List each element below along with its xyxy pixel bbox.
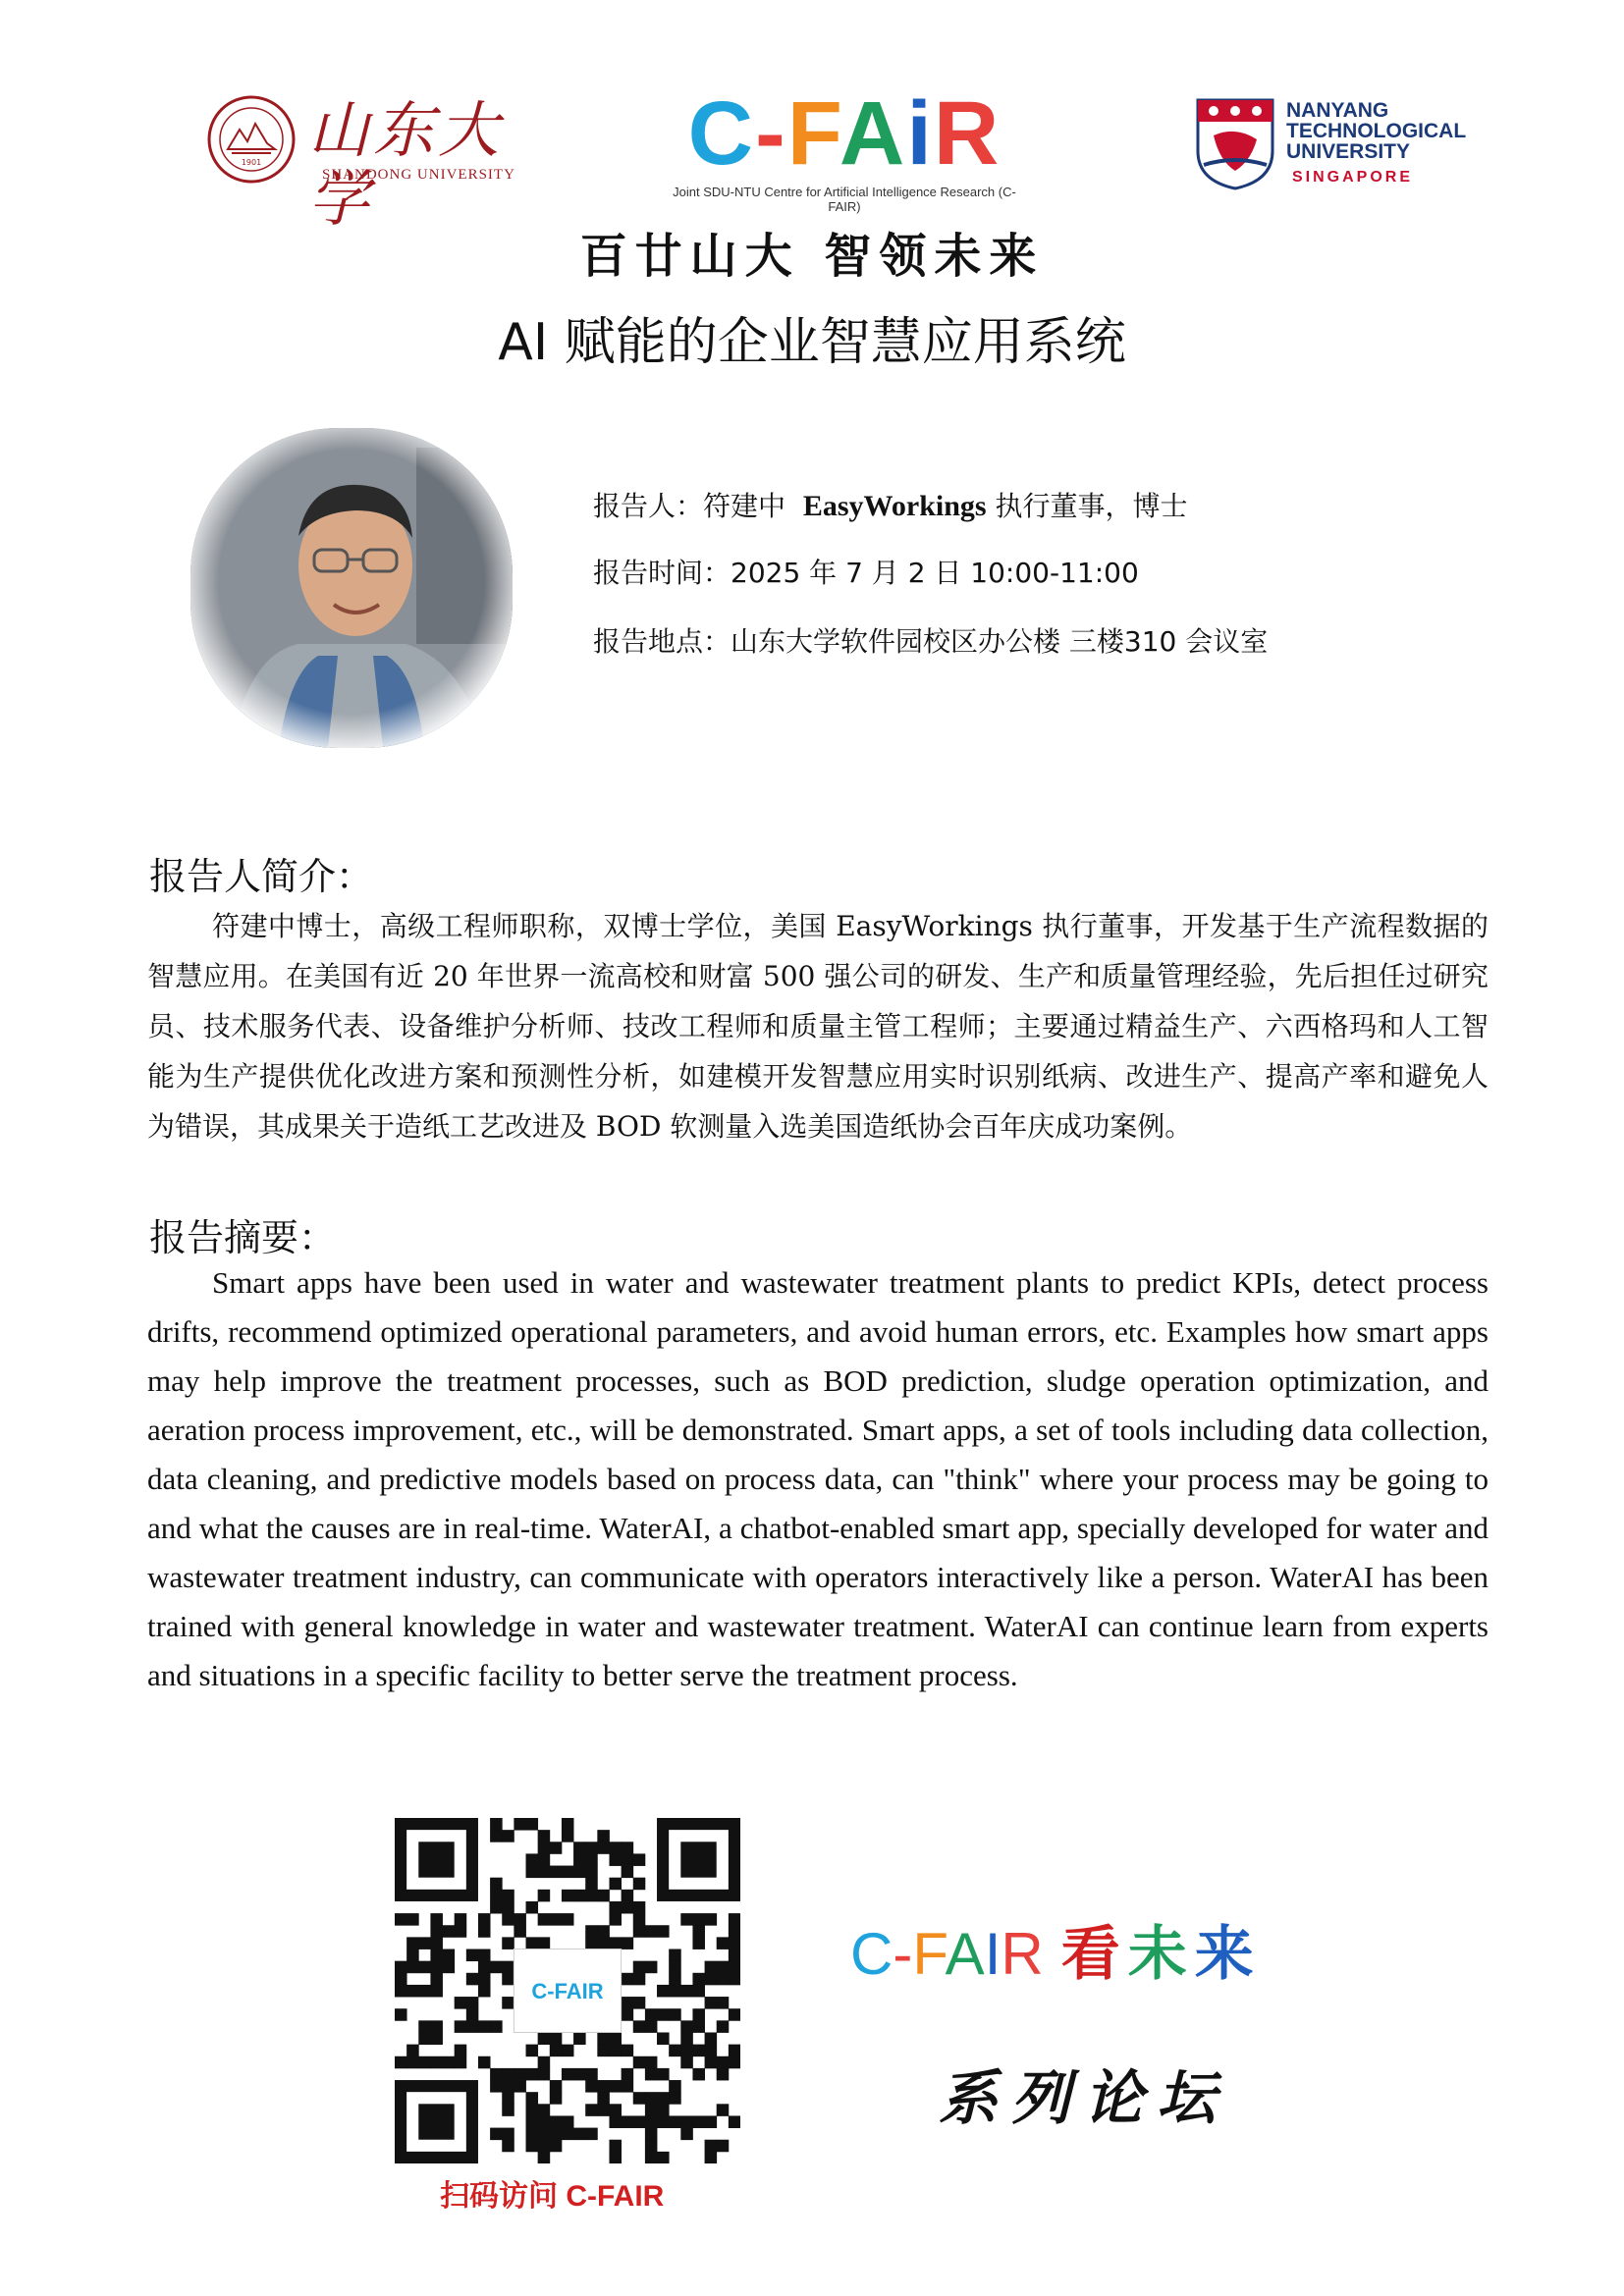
forum-subtitle: 系列论坛 (939, 2064, 1229, 2133)
speaker-company: EasyWorkings (802, 490, 987, 522)
slogan: 百廿山大 智领未来 (579, 229, 1045, 284)
place-label: 报告地点： (593, 625, 731, 658)
speaker-label: 报告人： (593, 490, 704, 522)
cfair-logo-letter: F (786, 83, 839, 184)
ntu-logo (1194, 96, 1467, 190)
cfair-logo-letter: A (839, 83, 907, 184)
cfair-logo-wordmark (658, 83, 1031, 184)
forum-title (850, 1920, 1262, 1989)
ntu-name-line: NANYANG (1286, 99, 1389, 122)
bio-text: 符建中博士，高级工程师职称，双博士学位，美国 EasyWorkings 执行董事，开发基于生产流程数据的智慧应用。在美国有近 20 年世界一流高校和财富 500 强公司的研发、生产和质量管理经验，先后担任过研究员、技术服务代表、设备维护分析师、技改工程师和质量主管工程师；主要通过精益生产、六西格玛和人工智能为生产提供优化改进方案和预测性分析，如建模开发智慧应用实时识别纸病、改进生产、提高产率和避免人为错误，其成果关于造纸工艺改进及 BOD 软测量入选美国造纸协会百年庆成功案例。 (147, 910, 1489, 1143)
forum-logo-letter: F (912, 1921, 946, 1987)
time-line (593, 552, 1139, 591)
shandong-university-seal-icon (206, 94, 297, 185)
forum-logo-letter: I (984, 1921, 1001, 1987)
cfair-logo-letter: i (906, 83, 934, 184)
speaker-photo (190, 428, 513, 748)
time-value: 2025 年 7 月 2 日 10:00-11:00 (731, 557, 1139, 589)
bio-heading: 报告人简介： (149, 855, 374, 898)
sdu-name-cn: 山东大学 (308, 94, 504, 235)
place-value: 山东大学软件园校区办公楼 三楼310 会议室 (731, 625, 1269, 658)
cfair-logo-letter: C (687, 83, 756, 184)
forum-logo-letter: - (893, 1921, 913, 1987)
forum-title-char: 未 (1127, 1920, 1195, 1989)
forum-logo-letter: C (850, 1921, 893, 1987)
sdu-seal-year: 1901 (241, 158, 262, 167)
abstract-heading: 报告摘要： (149, 1216, 337, 1259)
cfair-logo (658, 83, 1031, 214)
ntu-name (1286, 100, 1466, 162)
abstract-text: Smart apps have been used in water and wastewater treatment plants to predict KPIs, detect process drifts, recommend optimized operational parameters, and avoid human errors, etc. Examples how smart apps may help improve the treatment processes, such as BOD prediction, sludge operation optimization, and aeration process improvement, etc., will be demonstrated. Smart apps, a set of tools including data collection, data cleaning, and predictive models based on process data, can "think" where your process may be going to and what the causes are in real-time. WaterAI, a chatbot-enabled smart app, specially developed for water and wastewater treatment industry, can communicate with operators interactively like a person. WaterAI has been trained with general knowledge in water and wastewater treatment. WaterAI can continue learn from experts and situations in a specific facility to better serve the treatment process. (147, 1265, 1489, 1692)
speaker-portrait-icon (190, 428, 513, 748)
forum-logo-letter: A (945, 1921, 985, 1987)
sdu-name-en: SHANDONG UNIVERSITY (322, 167, 515, 183)
speaker-position: 执行董事，博士 (995, 490, 1188, 522)
shandong-university-logo (206, 94, 520, 235)
speaker-line (593, 485, 1188, 524)
qr-caption: 扫码访问 C-FAIR (440, 2180, 665, 2213)
page-title: AI 赋能的企业智慧应用系统 (498, 313, 1126, 372)
qr-code[interactable] (395, 1818, 740, 2163)
cfair-subtitle: Joint SDU-NTU Centre for Artificial Intelligence Research (C-FAIR) (673, 185, 1016, 214)
forum-logo-wordmark (850, 1921, 1044, 1987)
ntu-country: SINGAPORE (1292, 169, 1414, 186)
time-label: 报告时间： (593, 557, 731, 589)
ntu-crest-icon (1194, 96, 1276, 190)
qr-center-label: C-FAIR (531, 1979, 604, 2003)
speaker-name: 符建中 (703, 490, 786, 522)
place-line (593, 620, 1268, 660)
cfair-logo-letter: R (933, 83, 1001, 184)
cfair-logo-letter: - (755, 83, 787, 184)
forum-logo-letter: R (1001, 1921, 1044, 1987)
forum-title-char: 看 (1060, 1920, 1128, 1989)
forum-title-cn (1061, 1920, 1262, 1989)
forum-title-char: 来 (1194, 1920, 1262, 1989)
ntu-name-line: TECHNOLOGICAL (1286, 120, 1467, 142)
ntu-name-line: UNIVERSITY (1286, 140, 1411, 163)
